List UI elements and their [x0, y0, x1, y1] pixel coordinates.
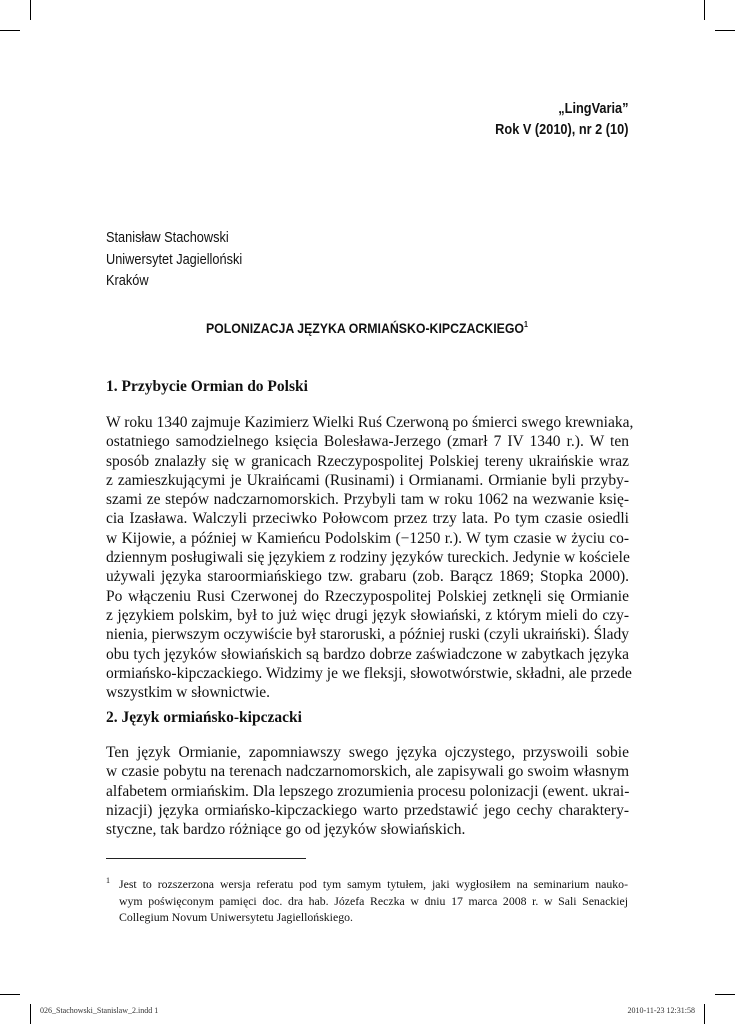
text-line: nizacji) języka ormiańsko-kipczackiego warto przedstawić jego cechy charaktery- — [106, 801, 629, 819]
crop-mark-bottom-right-vertical — [704, 1004, 705, 1024]
author-affiliation: Uniwersytet Jagielloński — [106, 251, 243, 268]
crop-mark-top-right-horizontal — [715, 30, 735, 31]
text-line: W roku 1340 zajmuje Kazimierz Wielki Ruś Czerwoną po śmierci swego krewniaka, — [106, 414, 634, 431]
footnote-rule — [106, 858, 306, 859]
crop-mark-top-left-horizontal — [0, 30, 20, 31]
text-line: w Kijowie, a później w Kamieńcu Podolskim (−1250 r.). W tym czasie w życiu co- — [106, 529, 629, 547]
text-line: alfabetem ormiańskim. Dla lepszego zrozumienia procesu polonizacji (ewent. ukrai- — [106, 782, 630, 800]
text-line: z językiem polskim, był to już więc drugi język słowiański, z którym mieli do czy- — [106, 606, 629, 624]
crop-mark-bottom-right-horizontal — [715, 994, 735, 995]
text-line: wszystkim w słownictwie. — [106, 684, 271, 702]
text-line: Po włączeniu Rusi Czerwonej do Rzeczypospolitej Polskiej zetknęli się Ormianie — [106, 587, 629, 605]
crop-mark-top-left-vertical — [30, 0, 31, 20]
footnote-reference[interactable]: 1 — [524, 320, 528, 329]
article-title — [106, 315, 628, 338]
text-line: dziennym posługiwali się językiem z rodziny języków tureckich. Jedynie w kościele — [106, 549, 630, 567]
crop-mark-bottom-left-horizontal — [0, 994, 20, 995]
text-line: sposób znalazły się w granicach Rzeczypospolitej Polskiej tereny ukraińskie wraz — [106, 452, 629, 470]
footnote-line: wym poświęconym pamięci doc. dra hab. Józefa Reczka w dniu 17 marca 2008 r. w Sali Senackiej — [119, 893, 628, 908]
footnote-line: Collegium Novum Uniwersytetu Jagiellońskiego. — [119, 910, 353, 924]
author-city: Kraków — [106, 273, 149, 289]
text-line: w czasie pobytu na terenach nadczarnomorskich, ale zapisywali go swoim własnym — [106, 763, 629, 781]
author-block — [106, 228, 242, 293]
crop-mark-top-right-vertical — [704, 0, 705, 20]
text-line: obu tych języków słowiańskich są bardzo dobrze zaświadczone w zabytkach języka — [106, 645, 629, 663]
crop-mark-bottom-left-vertical — [30, 1004, 31, 1024]
footnote — [106, 876, 628, 926]
text-line: nienia, pierwszym oczywiście był staroruski, a później ruski (czyli ukraiński). Ślady — [106, 626, 629, 644]
print-slug-file: 026_Stachowski_Stanislaw_2.indd 1 — [40, 1006, 159, 1015]
text-line: z zamieszkującymi je Ukraińcami (Rusinami) i Ormianami. Ormianie byli przyby- — [106, 471, 629, 489]
footnote-number: 1 — [106, 876, 110, 885]
text-line: szami ze stepów nadczarnomorskich. Przybyli tam w roku 1062 na wezwanie księ- — [106, 491, 629, 509]
journal-issue: Rok V (2010), nr 2 (10) — [494, 122, 628, 138]
journal-header — [495, 99, 628, 141]
text-line: cia Izasława. Walczyli przeciwko Połowcom przez trzy lata. Po tym czasie osiedli — [106, 510, 629, 528]
section-2-body — [106, 743, 629, 839]
text-line: ostatniego samodzielnego księcia Bolesława-Jerzego (zmarł 7 IV 1340 r.). W ten — [106, 433, 629, 451]
text-line: styczne, tak bardzo różniące go od języków słowiańskich. — [106, 821, 466, 839]
article-title-text: POLONIZACJA JĘZYKA ORMIAŃSKO-KIPCZACKIEGO — [206, 320, 525, 336]
print-slug-timestamp: 2010-11-23 12:31:58 — [627, 1006, 695, 1015]
section-heading: 2. Język ormiańsko-kipczacki — [106, 709, 302, 726]
section-1-body — [106, 413, 634, 702]
section-heading: 1. Przybycie Ormian do Polski — [106, 378, 308, 395]
text-line: ormiańsko-kipczackiego. Widzimy je we fleksji, słowotwórstwie, składni, ale przede — [106, 664, 632, 682]
journal-name: „LingVaria” — [557, 101, 628, 117]
author-name: Stanisław Stachowski — [106, 230, 229, 246]
text-line: używali języka staroormiańskiego tzw. grabaru (zob. Barącz 1869; Stopka 2000). — [106, 568, 629, 586]
footnote-line: Jest to rozszerzona wersja referatu pod tym samym tytułem, jaki wygłosiłem na seminarium nauko- — [119, 877, 628, 891]
text-line: Ten język Ormianie, zapomniawszy swego języka ojczystego, przyswoili sobie — [106, 744, 629, 761]
